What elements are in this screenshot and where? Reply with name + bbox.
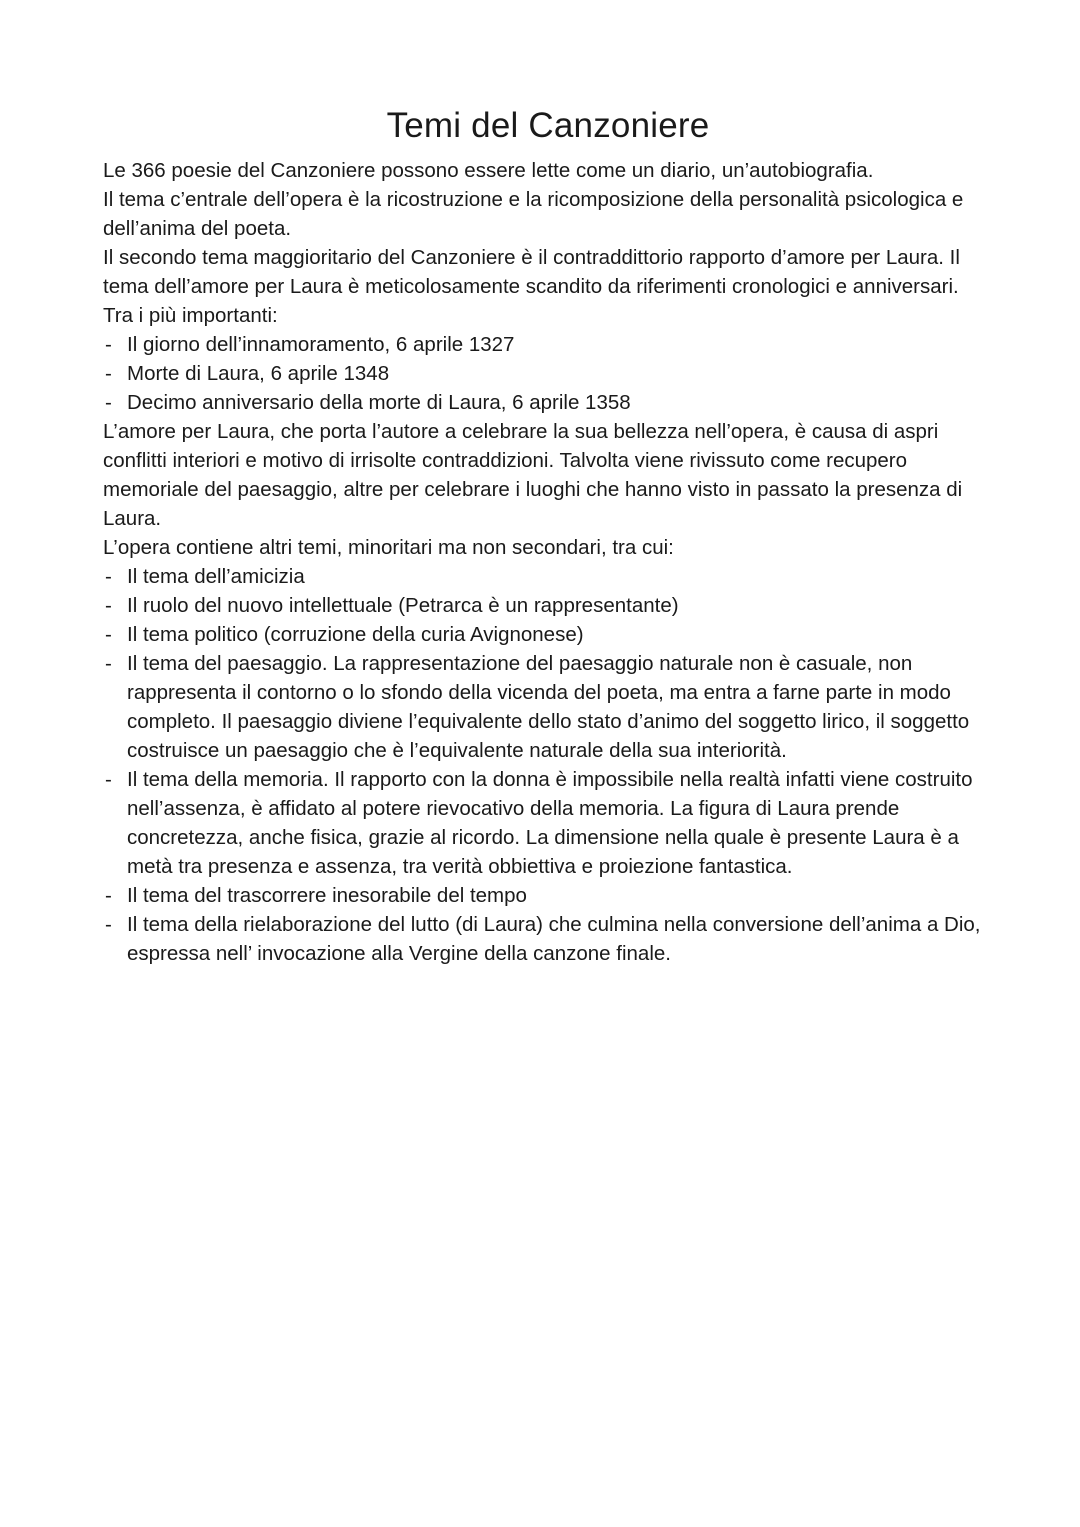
list-item: - Il tema della rielaborazione del lutto (di Laura) che culmina nella conversione dell’anima a Dio, espressa nell’ invocazione alla Vergine della canzone finale. (103, 910, 993, 968)
paragraph-love-theme: Il secondo tema maggioritario del Canzoniere è il contraddittorio rapporto d’amore per Laura. Il tema dell’amore per Laura è meticolosamente scandito da riferimenti cronologici e anniversari. Tra i più importanti: (103, 246, 960, 327)
list-item: - Il tema del trascorrere inesorabile del tempo (103, 881, 993, 910)
page-title: Temi del Canzoniere (386, 106, 710, 145)
list-item: - Decimo anniversario della morte di Laura, 6 aprile 1358 (103, 388, 993, 417)
paragraph-intro-diary: Le 366 poesie del Canzoniere possono essere lette come un diario, un’autobiografia. (103, 159, 874, 182)
list-item: - Morte di Laura, 6 aprile 1348 (103, 359, 993, 388)
list-item: - Il tema dell’amicizia (103, 562, 993, 591)
document-page (103, 104, 993, 968)
paragraph-other-themes: L’opera contiene altri temi, minoritari ma non secondari, tra cui: (103, 536, 674, 559)
paragraph-love-conflicts: L’amore per Laura, che porta l’autore a celebrare la sua bellezza nell’opera, è causa di aspri conflitti interiori e motivo di irrisolte contraddizioni. Talvolta viene rivissuto come recupero memoriale del paesaggio, altre per celebrare i luoghi che hanno visto in passato la presenza di Laura. (103, 420, 963, 530)
list-item: - Il tema della memoria. Il rapporto con la donna è impossibile nella realtà infatti viene costruito nell’assenza, è affidato al potere rievocativo della memoria. La figura di Laura prende concretezza, anche fisica, grazie al ricordo. La dimensione nella quale è presente Laura è a metà tra presenza e assenza, tra verità obbiettiva e proiezione fantastica. (103, 765, 993, 881)
list-item: - Il tema del paesaggio. La rappresentazione del paesaggio naturale non è casuale, non rappresenta il contorno o lo sfondo della vicenda del poeta, ma entra a farne parte in modo completo. Il paesaggio diviene l’equivalente dello stato d’animo del soggetto lirico, il soggetto costruisce un paesaggio che è l’equivalente naturale della sua interiorità. (103, 649, 993, 765)
document-body (103, 156, 993, 968)
list-item: - Il tema politico (corruzione della curia Avignonese) (103, 620, 993, 649)
list-item: - Il ruolo del nuovo intellettuale (Petrarca è un rappresentante) (103, 591, 993, 620)
paragraph-central-theme: Il tema c’entrale dell’opera è la ricostruzione e la ricomposizione della personalità psicologica e dell’anima del poeta. (103, 188, 964, 240)
list-item: - Il giorno dell’innamoramento, 6 aprile 1327 (103, 330, 993, 359)
themes-list (103, 562, 993, 968)
dates-list (103, 330, 993, 417)
